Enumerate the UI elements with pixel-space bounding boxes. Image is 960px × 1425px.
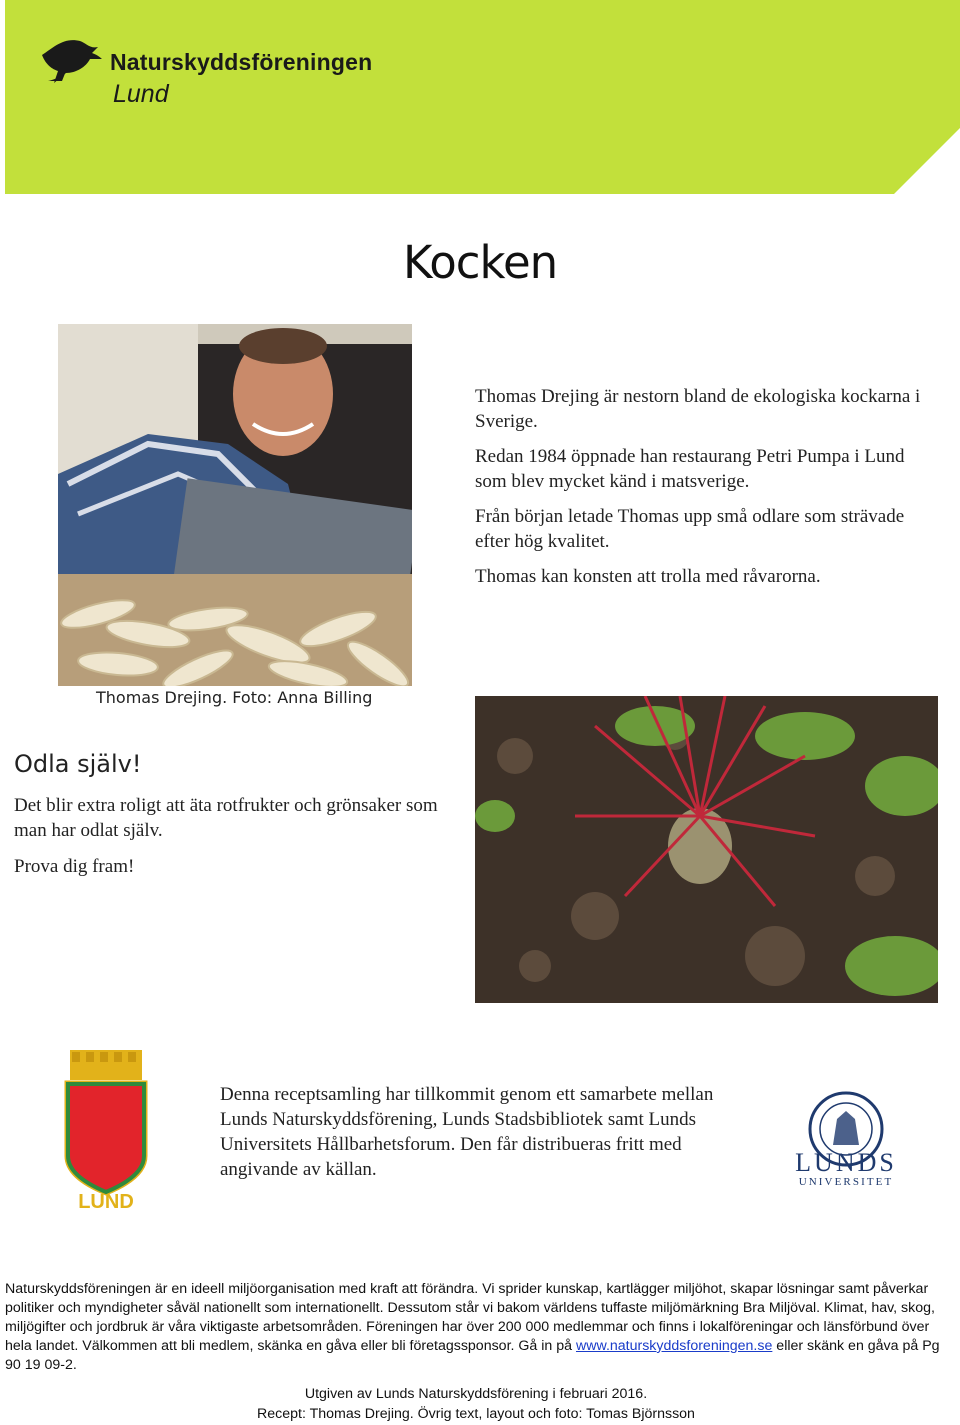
- intro-paragraph: Från början letade Thomas upp små odlare som strävade efter hög kvalitet.: [475, 506, 905, 552]
- credits-line: Recept: Thomas Drejing. Övrig text, layout och foto: Tomas Björnsson: [257, 1406, 695, 1422]
- lund-crest-word: LUND: [78, 1191, 134, 1212]
- website-link[interactable]: www.naturskyddsforeningen.se: [575, 1338, 773, 1354]
- org-city: Lund: [113, 80, 169, 108]
- beetroot-in-soil-photo-icon: [475, 696, 938, 1003]
- grow-heading: Odla själv!: [14, 750, 142, 778]
- lu-name-line2: UNIVERSITET: [798, 1176, 894, 1188]
- chef-with-parsnip-crate-photo-icon: [58, 324, 412, 686]
- lu-name-line1: LUNDS: [795, 1148, 897, 1177]
- header-corner-cut: [894, 128, 960, 194]
- chef-photo: [58, 324, 412, 686]
- lund-city-crest-icon: [64, 1048, 148, 1212]
- collaboration-text: Denna receptsamling har tillkommit genom ett samarbete mellan Lunds Naturskyddsförening, Lunds Stadsbibliotek samt Lunds Universitets Hållbarhetsforum. Den får distribueras fritt med angivande av källan.: [220, 1084, 714, 1180]
- footer-text-end: eller skänk en gåva på Pg 90 19 09-2.: [5, 1338, 940, 1373]
- grow-paragraph: Prova dig fram!: [14, 856, 135, 877]
- chef-intro: [475, 384, 930, 599]
- intro-paragraph: Redan 1984 öppnade han restaurang Petri Pumpa i Lund som blev mycket känd i matsverige.: [475, 446, 905, 492]
- intro-paragraph: Thomas Drejing är nestorn bland de ekologiska kockarna i Sverige.: [475, 386, 921, 432]
- org-name: Naturskyddsföreningen: [110, 49, 373, 75]
- beetroot-photo: [475, 696, 938, 1003]
- photo-caption: Thomas Drejing. Foto: Anna Billing: [96, 688, 373, 707]
- swallow-logo-icon: [40, 35, 104, 87]
- org-description: [5, 1280, 955, 1375]
- credits-line: Utgiven av Lunds Naturskyddsförening i februari 2016.: [304, 1386, 648, 1402]
- page-title: Kocken: [403, 236, 558, 289]
- credits: [0, 1384, 952, 1424]
- grow-paragraph: Det blir extra roligt att äta rotfrukter och grönsaker som man har odlat själv.: [14, 795, 438, 841]
- footer-text: Naturskyddsföreningen är en ideell miljöorganisation med kraft att förändra. Vi sprider kunskap, kartlägger miljöhot, skapar lösningar samt påverkar politiker och myndigheter såväl nationellt som internationellt. Dessutom står vi bakom världens tuffaste miljömärkning Bra Miljöval. Klimat, hav, skog, miljögifter och jordbruk är våra viktigaste arbetsområden. Föreningen har över 200 000 medlemmar och finns i lokalföreningar och länsförbund över hela landet. Välkommen att bli medlem, skänka en gåva eller bli företagssponsor. Gå in på: [5, 1281, 935, 1354]
- grow-text: [14, 793, 454, 890]
- intro-paragraph: Thomas kan konsten att trolla med råvarorna.: [475, 566, 821, 587]
